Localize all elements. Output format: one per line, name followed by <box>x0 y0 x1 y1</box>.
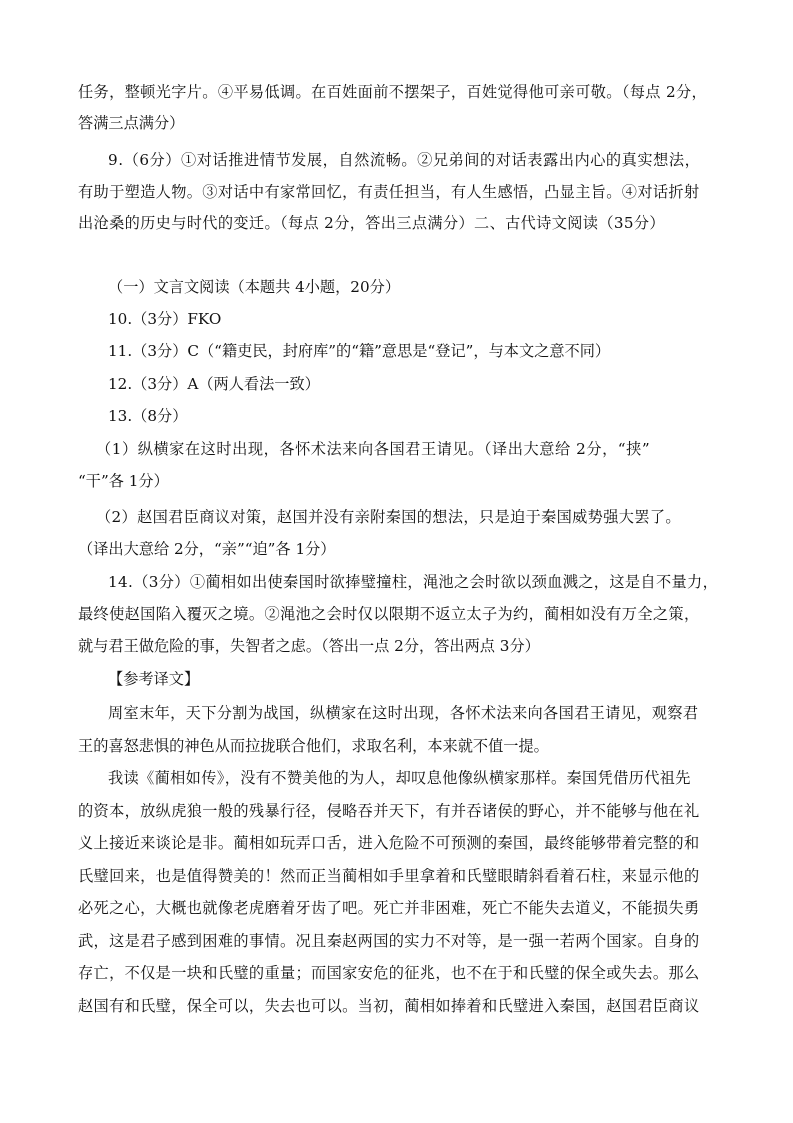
answer-line: 11.（3分）C（“籍吏民，封府库”的“籍”意思是“登记”，与本文之意不同） <box>108 342 611 360</box>
text-line: 就与君王做危险的事，失智者之虑。（答出一点 2分，答出两点 3分） <box>78 637 540 655</box>
text-line: 存亡，不仅是一块和氏璧的重量；而国家安危的征兆，也不在于和氏璧的保全或失去。那么 <box>78 964 700 982</box>
text-line: 最终使赵国陷入覆灭之境。②渑池之会时仅以限期不返立太子为约，蔺相如没有万全之策， <box>78 605 700 623</box>
text-line: 14.（3分）①蔺相如出使秦国时欲捧璧撞柱，渑池之会时欲以颈血溅之，这是自不量力， <box>108 573 719 591</box>
text-line: 赵国有和氏璧，保全可以，失去也可以。当初，蔺相如捧着和氏璧进入秦国，赵国君臣商议 <box>78 997 700 1015</box>
text-line: 王的喜怒悲惧的神色从而拉拢联合他们，求取名利，本来就不值一提。 <box>78 737 549 755</box>
text-line: 任务，整顿光字片。④平易低调。在百姓面前不摆架子，百姓觉得他可亲可敬。（每点 2分， <box>78 83 708 101</box>
text-line: “干”各 1分） <box>78 472 169 490</box>
text-line: 的资本，放纵虎狼一般的残暴行径，侵略吞并天下，有并吞诸侯的野心，并不能够与他在礼 <box>78 802 700 820</box>
answer-line: 13.（8分） <box>108 407 188 425</box>
text-line: 有助于塑造人物。③对话中有家常回忆，有责任担当，有人生感悟，凸显主旨。④对话折射 <box>78 183 700 201</box>
text-line: 氏璧回来，也是值得赞美的！然而正当蔺相如手里拿着和氏璧眼睛斜看着石柱，来显示他的 <box>78 867 700 885</box>
text-line: 我读《蔺相如传》，没有不赞美他的为人，却叹息他像纵横家那样。秦国凭借历代祖先 <box>108 769 691 787</box>
text-line: （2）赵国君臣商议对策，赵国并没有亲附秦国的想法，只是迫于秦国威势强大罢了。 <box>96 508 681 526</box>
text-line: （1）纵横家在这时出现，各怀术法来向各国君王请见。（译出大意给 2分，“挟” <box>96 440 651 458</box>
text-line: 答满三点满分） <box>78 114 185 132</box>
text-line: （译出大意给 2分，“亲”“迫”各 1分） <box>78 540 336 558</box>
text-line: 周室末年，天下分割为战国，纵横家在这时出现，各怀术法来向各国君王请见，观察君 <box>108 704 699 722</box>
text-line: 武，这是君子感到困难的事情。况且秦赵两国的实力不对等，是一强一若两个国家。自身的 <box>78 932 700 950</box>
text-line: 义上接近来谈论是非。蔺相如玩弄口舌，进入危险不可预测的秦国，最终能够带着完整的和 <box>78 834 700 852</box>
text-line: 必死之心，大概也就像老虎磨着牙齿了吧。死亡并非困难，死亡不能失去道义，不能损失勇 <box>78 899 700 917</box>
answer-line: 10.（3分）FKO <box>108 310 222 328</box>
section-heading: （一）文言文阅读（本题共 4小题，20分） <box>108 278 401 296</box>
text-line: 出沧桑的历史与时代的变迁。（每点 2分，答出三点满分）二、古代诗文阅读（35分） <box>78 214 665 232</box>
section-heading: 【参考译文】 <box>108 670 200 688</box>
text-line: 9.（6分）①对话推进情节发展，自然流畅。②兄弟间的对话表露出内心的真实想法， <box>108 151 701 169</box>
answer-line: 12.（3分）A（两人看法一致） <box>108 375 320 393</box>
